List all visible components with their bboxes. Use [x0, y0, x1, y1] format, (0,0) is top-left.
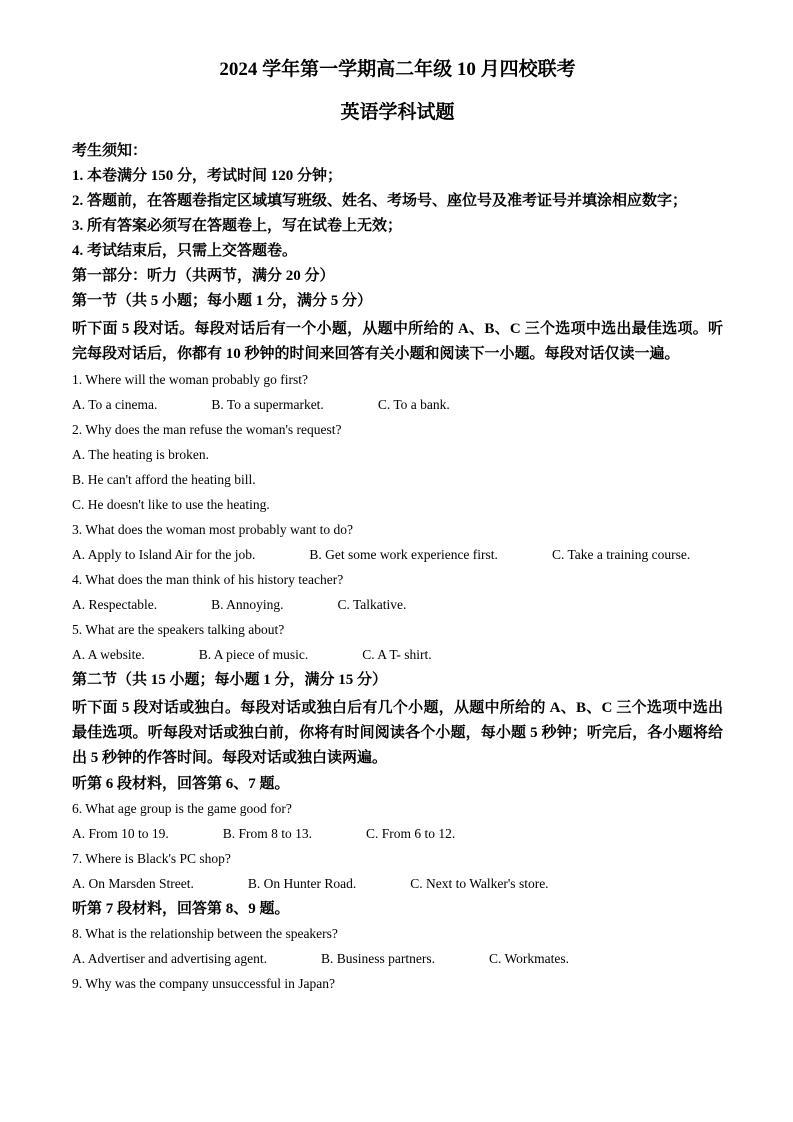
question-2-option-c: C. He doesn't like to use the heating.	[72, 497, 270, 512]
question-7-option-b: B. On Hunter Road.	[247, 876, 357, 891]
question-6-option-c: C. From 6 to 12.	[366, 826, 456, 841]
question-1-option-b: B. To a supermarket.	[211, 397, 324, 412]
material-7-heading: 听第 7 段材料，回答第 8、9 题。	[72, 901, 290, 917]
question-8-option-a: A. Advertiser and advertising agent.	[72, 951, 267, 966]
question-4-text: 4. What does the man think of his history teacher?	[72, 572, 344, 587]
question-5-option-b: B. A piece of music.	[198, 647, 309, 662]
question-8-option-c: C. Workmates.	[488, 951, 569, 966]
question-4-option-a: A. Respectable.	[72, 597, 158, 612]
section2-heading: 第二节（共 15 小题；每小题 1 分，满分 15 分）	[72, 672, 388, 688]
question-6-option-b: B. From 8 to 13.	[222, 826, 313, 841]
notice-item-3: 3. 所有答案必须写在答题卷上，写在试卷上无效；	[72, 218, 403, 234]
question-8-options	[72, 950, 723, 968]
exam-title: 2024 学年第一学期高二年级 10 月四校联考	[219, 59, 576, 80]
section1-heading: 第一节（共 5 小题；每小题 1 分，满分 5 分）	[72, 293, 373, 309]
question-6-text: 6. What age group is the game good for?	[72, 801, 292, 816]
question-4-option-c: C. Talkative.	[337, 597, 407, 612]
question-1-option-a: A. To a cinema.	[72, 397, 158, 412]
question-7-options	[72, 875, 723, 893]
notice-item-2: 2. 答题前，在答题卷指定区域填写班级、姓名、考场号、座位号及准考证号并填涂相应数字；	[72, 193, 688, 209]
question-9-text: 9. Why was the company unsuccessful in Japan?	[72, 976, 335, 991]
notice-item-1: 1. 本卷满分 150 分，考试时间 120 分钟；	[72, 168, 343, 184]
question-7-option-a: A. On Marsden Street.	[72, 876, 194, 891]
question-2-text: 2. Why does the man refuse the woman's request?	[72, 422, 342, 437]
question-5-text: 5. What are the speakers talking about?	[72, 622, 285, 637]
question-1-text: 1. Where will the woman probably go first?	[72, 372, 308, 387]
question-4-options	[72, 596, 723, 614]
question-5-option-a: A. A website.	[72, 647, 145, 662]
section2-instructions: 听下面 5 段对话或独白。每段对话或独白后有几个小题，从题中所给的 A、B、C 三个选项中选出最佳选项。听每段对话或独白前，你将有时间阅读各个小题，每小题 5 秒钟；听完后，各小题将给出 5 秒钟的作答时间。每段对话或独白读两遍。	[72, 700, 723, 766]
part1-heading: 第一部分：听力（共两节，满分 20 分）	[72, 268, 335, 284]
exam-subtitle: 英语学科试题	[340, 102, 455, 123]
notice-item-4: 4. 考试结束后，只需上交答题卷。	[72, 243, 298, 259]
question-7-text: 7. Where is Black's PC shop?	[72, 851, 231, 866]
question-3-options	[72, 546, 723, 564]
question-2-option-a: A. The heating is broken.	[72, 447, 209, 462]
question-6-options	[72, 825, 723, 843]
question-4-option-b: B. Annoying.	[211, 597, 284, 612]
question-1-option-c: C. To a bank.	[377, 397, 450, 412]
section1-instructions: 听下面 5 段对话。每段对话后有一个小题，从题中所给的 A、B、C 三个选项中选出最佳选项。听完每段对话后，你都有 10 秒钟的时间来回答有关小题和阅读下一小题。每段对话仅读一遍。	[72, 321, 723, 362]
question-1-options	[72, 396, 723, 414]
question-3-text: 3. What does the woman most probably want to do?	[72, 522, 353, 537]
question-3-option-a: A. Apply to Island Air for the job.	[72, 547, 256, 562]
notice-heading: 考生须知：	[72, 143, 148, 159]
question-2-option-b: B. He can't afford the heating bill.	[72, 472, 256, 487]
question-6-option-a: A. From 10 to 19.	[72, 826, 169, 841]
question-5-options	[72, 646, 723, 664]
question-7-option-c: C. Next to Walker's store.	[410, 876, 549, 891]
question-3-option-b: B. Get some work experience first.	[309, 547, 498, 562]
question-8-text: 8. What is the relationship between the speakers?	[72, 926, 338, 941]
question-8-option-b: B. Business partners.	[320, 951, 435, 966]
question-5-option-c: C. A T- shirt.	[362, 647, 432, 662]
question-3-option-c: C. Take a training course.	[551, 547, 691, 562]
material-6-heading: 听第 6 段材料，回答第 6、7 题。	[72, 776, 290, 792]
